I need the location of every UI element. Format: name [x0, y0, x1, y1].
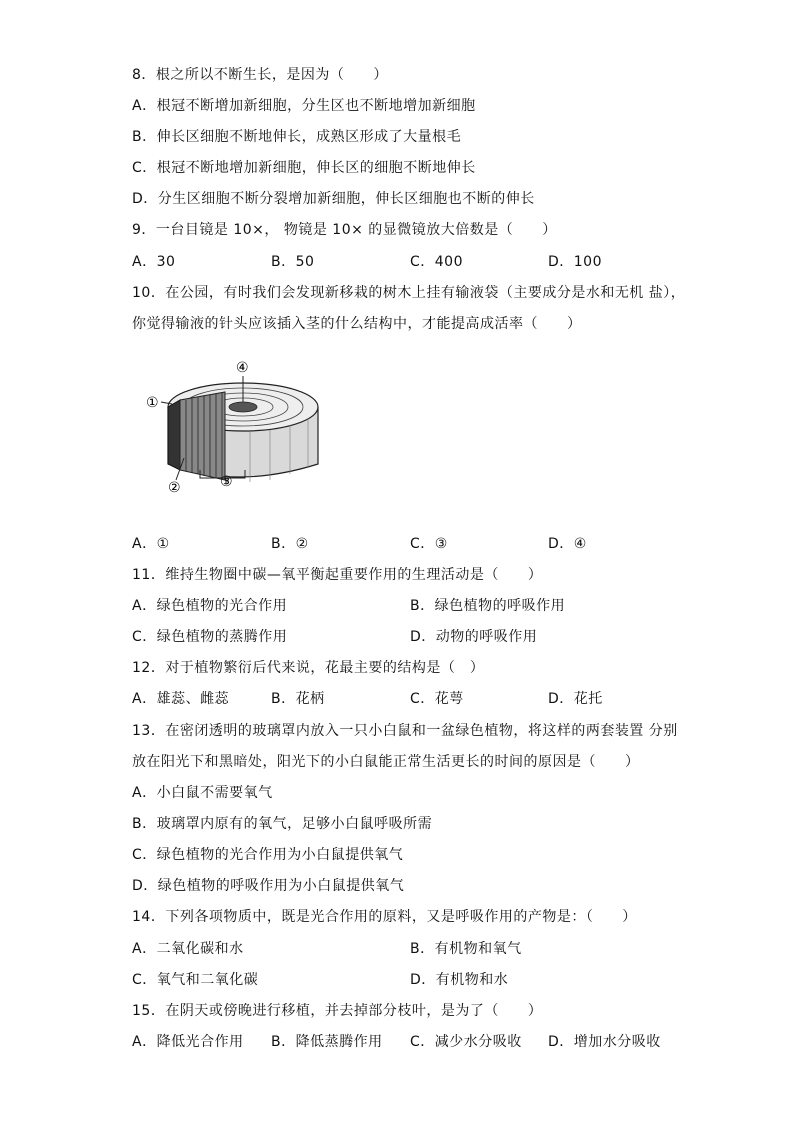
label-1: ①	[146, 395, 159, 411]
question-15-stem: 15．在阴天或傍晚进行移植，并去掉部分枝叶，是为了（ ）	[132, 1003, 543, 1019]
question-10-stem-line1: 10．在公园，有时我们会发现新移栽的树木上挂有输液袋（主要成分是水和无机 盐），	[132, 285, 686, 301]
question-12-option-b: B．花柄	[271, 691, 325, 707]
question-12-option-c: C．花萼	[410, 691, 464, 707]
question-15-option-d: D．增加水分吸收	[548, 1034, 661, 1050]
question-13-option-b: B．玻璃罩内原有的氧气，足够小白鼠呼吸所需	[132, 816, 433, 832]
label-4: ④	[236, 360, 249, 376]
question-10-option-a: A．①	[132, 536, 170, 552]
question-8-option-b: B．伸长区细胞不断地伸长，成熟区形成了大量根毛	[132, 129, 462, 145]
question-14-option-c: C．氧气和二氧化碳	[132, 972, 259, 988]
question-11-option-c: C．绿色植物的蒸腾作用	[132, 629, 288, 645]
question-12-option-a: A．雄蕊、雌蕊	[132, 691, 230, 707]
question-8-option-d: D．分生区细胞不断分裂增加新细胞，伸长区细胞也不断的伸长	[132, 191, 535, 207]
question-12-stem: 12．对于植物繁衍后代来说，花最主要的结构是（ ）	[132, 660, 485, 676]
question-14-option-b: B．有机物和氧气	[410, 941, 522, 957]
cutaway-bark-layer	[168, 400, 180, 470]
question-9-option-b: B．50	[271, 254, 315, 270]
question-9-option-a: A．30	[132, 254, 176, 270]
question-11-option-a: A．绿色植物的光合作用	[132, 598, 288, 614]
stem-cross-section-figure	[140, 352, 330, 502]
question-11-option-d: D．动物的呼吸作用	[410, 629, 538, 645]
label-3: ③	[220, 474, 233, 490]
question-11-stem: 11．维持生物圈中碳—氧平衡起重要作用的生理活动是（ ）	[132, 567, 543, 583]
question-12-option-d: D．花托	[548, 691, 603, 707]
question-15-option-b: B．降低蒸腾作用	[271, 1034, 383, 1050]
question-10-option-c: C．③	[410, 536, 448, 552]
pith-core	[229, 402, 257, 412]
question-14-stem: 14．下列各项物质中，既是光合作用的原料，又是呼吸作用的产物是：（ ）	[132, 909, 637, 925]
question-13-option-d: D．绿色植物的呼吸作用为小白鼠提供氧气	[132, 878, 405, 894]
question-10-stem-line2: 你觉得输液的针头应该插入茎的什么结构中，才能提高成活率（ ）	[132, 316, 582, 332]
cutaway-wood-layer	[180, 392, 225, 480]
question-15-option-c: C．减少水分吸收	[410, 1034, 522, 1050]
question-8-stem: 8．根之所以不断生长，是因为（ ）	[132, 67, 388, 83]
question-9-stem: 9．一台目镜是 10×， 物镜是 10× 的显微镜放大倍数是（ ）	[132, 222, 557, 238]
question-15-option-a: A．降低光合作用	[132, 1034, 244, 1050]
question-8-option-c: C．根冠不断地增加新细胞，伸长区的细胞不断地伸长	[132, 160, 476, 176]
question-11-option-b: B．绿色植物的呼吸作用	[410, 598, 566, 614]
question-13-option-c: C．绿色植物的光合作用为小白鼠提供氧气	[132, 847, 404, 863]
question-14-option-d: D．有机物和水	[410, 972, 509, 988]
question-14-option-a: A．二氧化碳和水	[132, 941, 244, 957]
label-2: ②	[168, 480, 181, 496]
question-9-option-c: C．400	[410, 254, 463, 270]
question-10-option-d: D．④	[548, 536, 587, 552]
question-13-option-a: A．小白鼠不需要氧气	[132, 785, 273, 801]
question-8-option-a: A．根冠不断增加新细胞，分生区也不断地增加新细胞	[132, 98, 476, 114]
question-13-stem-line2: 放在阳光下和黑暗处，阳光下的小白鼠能正常生活更长的时间的原因是（ ）	[132, 754, 640, 770]
question-9-option-d: D．100	[548, 254, 603, 270]
question-13-stem-line1: 13．在密闭透明的玻璃罩内放入一只小白鼠和一盆绿色植物，将这样的两套装置 分别	[132, 723, 678, 739]
question-10-option-b: B．②	[271, 536, 309, 552]
